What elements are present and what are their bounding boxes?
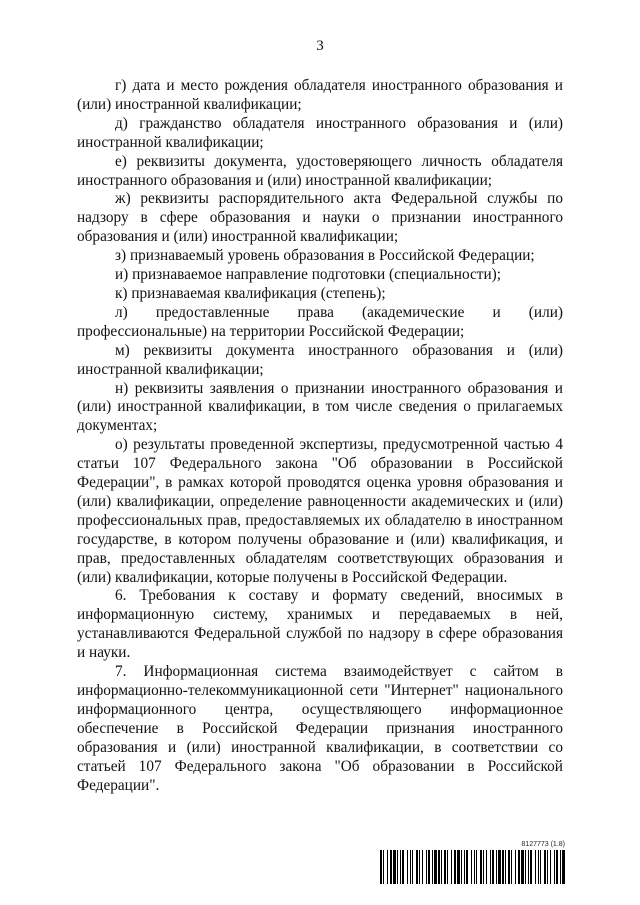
clause-7: 7. Информационная система взаимодействует с сайтом в информационно-телекоммуникационной сети "Интернет" национального информационного центра, осуществляющего информационное обеспечение в Российской Федерации признания иностранного образования и (или) иностранной квалификации, в соответствии со статьей 107 Федерального закона "Об образовании в Российской Федерации". — [77, 663, 563, 794]
list-item-z: з) признаваемый уровень образования в Российской Федерации; — [115, 247, 535, 265]
list-item-zh: ж) реквизиты распорядительного акта Федеральной службы по надзору в сфере образования и науки о признании иностранного образования и (или) иностранной квалификации; — [77, 190, 563, 246]
list-item-e: е) реквизиты документа, удостоверяющего личность обладателя иностранного образования и (или) иностранной квалификации; — [77, 152, 563, 189]
barcode — [380, 841, 565, 886]
list-item-o: о) результаты проведенной экспертизы, предусмотренной частью 4 статьи 107 Федерального закона "Об образовании в Российской Федерации", в рамках которой проводятся оценка уровня образования и (или) квалификации, определение равноценности академических и (или) профессиональных прав, предоставляемых их обладателю в иностранном государстве, в котором получены образование и (или) квалификация, и прав, предоставленных обладателям соответствующих образования и (или) квалификации, которые получены в Российской Федерации. — [77, 436, 563, 586]
page-number: 3 — [316, 38, 324, 54]
list-item-l: л) предоставленные права (академические и (или) профессиональные) на территории Российской Федерации; — [77, 303, 563, 340]
list-item-k: к) признаваемая квалификация (степень); — [115, 284, 386, 302]
list-item-m: м) реквизиты документа иностранного образования и (или) иностранной квалификации; — [77, 341, 563, 378]
document-body — [77, 77, 563, 795]
list-item-d: д) гражданство обладателя иностранного образования и (или) иностранной квалификации; — [77, 114, 563, 151]
list-item-g: г) дата и место рождения обладателя иностранного образования и (или) иностранной квалификации; — [77, 77, 563, 113]
clause-6: 6. Требования к составу и формату сведений, вносимых в информационную систему, хранимых и передаваемых в ней, устанавливаются Федеральной службой по надзору в сфере образования и науки. — [77, 587, 563, 662]
barcode-icon — [380, 850, 565, 884]
list-item-n: н) реквизиты заявления о признании иностранного образования и (или) иностранной квалификации, в том числе сведения о прилагаемых документах; — [77, 379, 563, 435]
list-item-i: и) признаваемое направление подготовки (специальности); — [115, 266, 501, 284]
barcode-code: 8127773 (1.8) — [521, 841, 565, 848]
